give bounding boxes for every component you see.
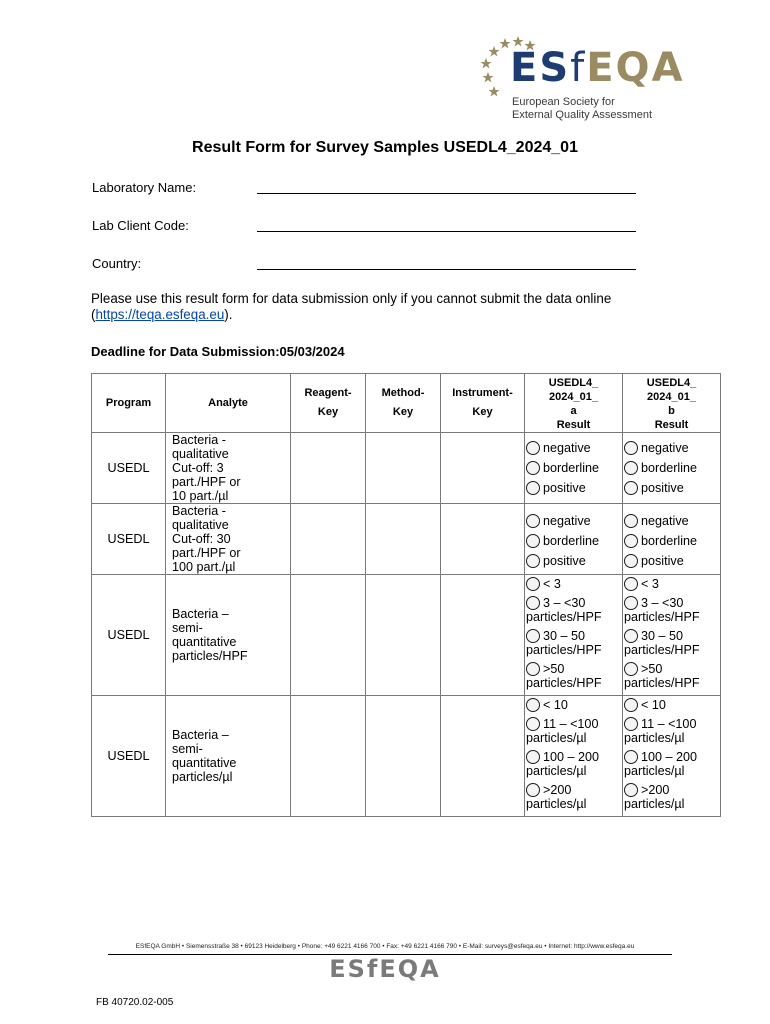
result-option[interactable] [624,554,720,568]
radio-button-icon[interactable] [624,662,638,676]
radio-button-icon[interactable] [526,698,540,712]
analyte-cell: Bacteria - qualitative Cut-off: 3 part./HPF or 10 part./µl [166,433,291,504]
instrument-key-cell[interactable] [441,696,525,817]
method-key-cell[interactable] [366,504,441,575]
result-option[interactable] [526,629,622,657]
result-cell-b [623,433,721,504]
radio-button-icon[interactable] [526,596,540,610]
result-option[interactable] [624,698,720,712]
option-label: borderline [543,534,600,548]
logo-wordmark: ESfEQA [510,45,685,91]
radio-button-icon[interactable] [624,783,638,797]
header-reagent-key: Reagent- Key [291,374,366,433]
client-code-field[interactable] [257,218,636,232]
radio-button-icon[interactable] [624,698,638,712]
header-sample-b: USEDL4_ 2024_01_ b Result [623,374,721,433]
lab-name-label: Laboratory Name: [92,180,197,195]
country-label: Country: [92,256,142,271]
result-cell-a [525,433,623,504]
header-instrument-key: Instrument- Key [441,374,525,433]
option-label: positive [641,481,684,495]
result-cell-a [525,696,623,817]
result-option[interactable] [624,717,720,745]
result-table [91,373,721,817]
radio-button-icon[interactable] [624,596,638,610]
option-label: 3 – <30 particles/HPF [526,596,602,624]
program-cell: USEDL [92,433,166,504]
table-row [92,575,721,696]
option-label: 11 – <100 particles/µl [624,717,697,745]
teqa-link[interactable]: https://teqa.esfeqa.eu [95,307,225,322]
result-option[interactable] [624,783,720,811]
radio-button-icon[interactable] [526,629,540,643]
table-row [92,696,721,817]
analyte-cell: Bacteria – semi- quantitative particles/HPF [166,575,291,696]
radio-button-icon[interactable] [624,750,638,764]
result-cell-b [623,504,721,575]
footer-address: ESfEQA GmbH • Siemensstraße 38 • 69123 Heidelberg • Phone: +49 6221 4166 700 • Fax: +49 6221 4166 790 • E-Mail: surveys@esfeqa.eu • Internet: http://www.esfeqa.eu [135,943,635,950]
option-label: positive [543,554,586,568]
country-field[interactable] [257,256,636,270]
header-sample-a: USEDL4_ 2024_01_ a Result [525,374,623,433]
result-option[interactable] [526,554,622,568]
option-label: 100 – 200 particles/µl [624,750,698,778]
result-option[interactable] [526,783,622,811]
result-cell-a [525,575,623,696]
intro-text: Please use this result form for data submission only if you cannot submit the data online (https://teqa.esfeqa.eu). [91,291,612,322]
radio-button-icon[interactable] [526,554,540,568]
reagent-key-cell[interactable] [291,575,366,696]
option-label: negative [641,514,689,528]
program-cell: USEDL [92,696,166,817]
option-label: >50 particles/HPF [526,662,602,690]
radio-button-icon[interactable] [624,441,638,455]
instrument-key-cell[interactable] [441,504,525,575]
result-cell-a [525,504,623,575]
result-option[interactable] [624,514,720,528]
option-label: < 10 [543,698,568,712]
option-label: positive [543,481,586,495]
method-key-cell[interactable] [366,433,441,504]
client-code-label: Lab Client Code: [92,218,189,233]
option-label: >200 particles/µl [624,783,685,811]
option-label: 30 – 50 particles/HPF [526,629,602,657]
option-label: 100 – 200 particles/µl [526,750,600,778]
radio-button-icon[interactable] [526,783,540,797]
option-label: 30 – 50 particles/HPF [624,629,700,657]
option-label: 11 – <100 particles/µl [526,717,599,745]
option-label: >50 particles/HPF [624,662,700,690]
footer-logo: ESfEQA [329,955,441,983]
lab-name-field[interactable] [257,180,636,194]
result-option[interactable] [526,577,622,591]
result-option[interactable] [624,662,720,690]
radio-button-icon[interactable] [624,481,638,495]
result-cell-b [623,696,721,817]
deadline: Deadline for Data Submission:05/03/2024 [91,344,345,359]
radio-button-icon[interactable] [624,577,638,591]
radio-button-icon[interactable] [624,717,638,731]
form-title: Result Form for Survey Samples USEDL4_2024_01 [192,139,578,156]
result-option[interactable] [526,750,622,778]
result-option[interactable] [526,596,622,624]
instrument-key-cell[interactable] [441,433,525,504]
result-option[interactable] [624,481,720,495]
reagent-key-cell[interactable] [291,433,366,504]
option-label: >200 particles/µl [526,783,587,811]
result-option[interactable] [526,534,622,548]
reagent-key-cell[interactable] [291,696,366,817]
method-key-cell[interactable] [366,575,441,696]
instrument-key-cell[interactable] [441,575,525,696]
option-label: < 3 [543,577,561,591]
radio-button-icon[interactable] [526,534,540,548]
result-option[interactable] [624,461,720,475]
table-row [92,433,721,504]
option-label: borderline [543,461,600,475]
result-option[interactable] [526,514,622,528]
radio-button-icon[interactable] [624,461,638,475]
option-label: negative [543,441,591,455]
radio-button-icon[interactable] [624,534,638,548]
program-cell: USEDL [92,575,166,696]
result-option[interactable] [624,534,720,548]
result-option[interactable] [526,717,622,745]
result-option[interactable] [526,441,622,455]
result-option[interactable] [526,461,622,475]
result-option[interactable] [624,750,720,778]
radio-button-icon[interactable] [526,514,540,528]
radio-button-icon[interactable] [624,514,638,528]
option-label: borderline [641,461,698,475]
header-method-key: Method- Key [366,374,441,433]
radio-button-icon[interactable] [526,750,540,764]
document-code: FB 40720.02-005 [96,997,174,1008]
option-label: < 10 [641,698,666,712]
radio-button-icon[interactable] [526,577,540,591]
radio-button-icon[interactable] [526,441,540,455]
result-option[interactable] [526,662,622,690]
radio-button-icon[interactable] [624,554,638,568]
result-option[interactable] [624,596,720,624]
method-key-cell[interactable] [366,696,441,817]
result-option[interactable] [624,629,720,657]
option-label: borderline [641,534,698,548]
result-option[interactable] [624,441,720,455]
result-option[interactable] [526,698,622,712]
option-label: negative [543,514,591,528]
reagent-key-cell[interactable] [291,504,366,575]
option-label: positive [641,554,684,568]
radio-button-icon[interactable] [526,662,540,676]
result-option[interactable] [526,481,622,495]
radio-button-icon[interactable] [624,629,638,643]
radio-button-icon[interactable] [526,461,540,475]
radio-button-icon[interactable] [526,717,540,731]
analyte-cell: Bacteria – semi- quantitative particles/µl [166,696,291,817]
result-option[interactable] [624,577,720,591]
header-program: Program [92,374,166,433]
logo-tagline: European Society for External Quality Assessment [512,96,653,121]
analyte-cell: Bacteria - qualitative Cut-off: 30 part./HPF or 100 part./µl [166,504,291,575]
esfeqa-logo [478,34,685,124]
option-label: 3 – <30 particles/HPF [624,596,700,624]
program-cell: USEDL [92,504,166,575]
table-row [92,504,721,575]
result-cell-b [623,575,721,696]
radio-button-icon[interactable] [526,481,540,495]
header-analyte: Analyte [166,374,291,433]
option-label: < 3 [641,577,659,591]
option-label: negative [641,441,689,455]
